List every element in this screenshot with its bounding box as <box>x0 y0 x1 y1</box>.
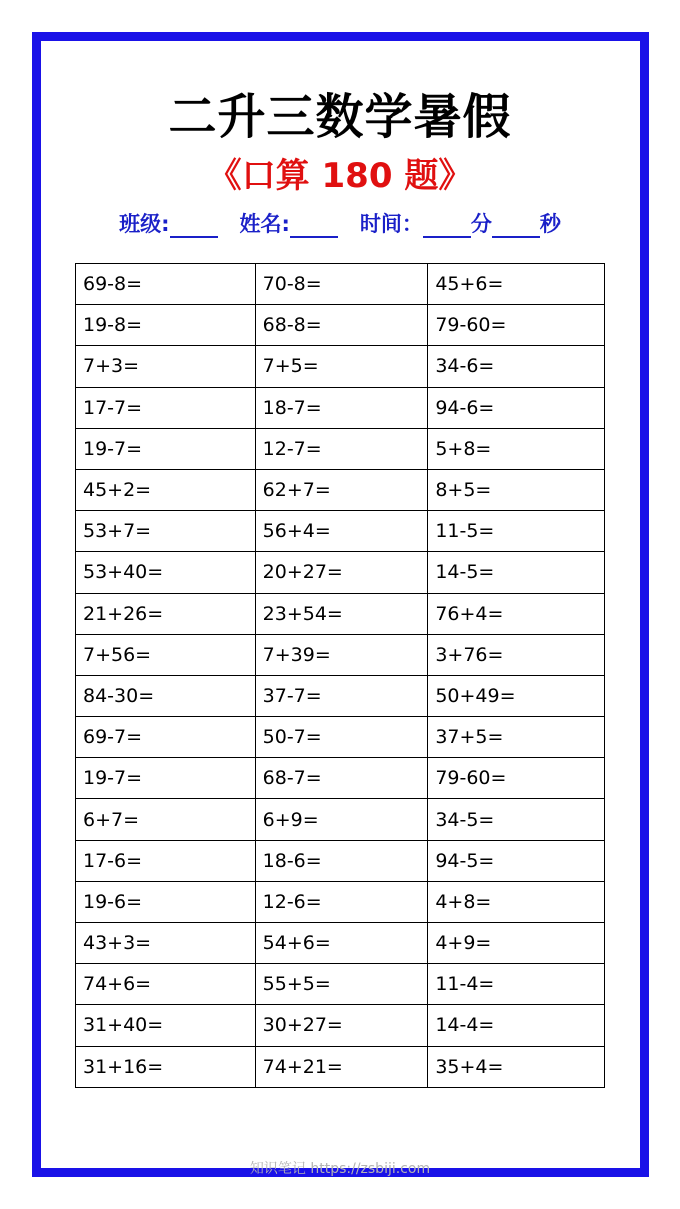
table-row <box>76 346 605 387</box>
class-blank[interactable] <box>170 214 218 238</box>
problem-cell: 45+2= <box>76 469 256 510</box>
problem-cell: 69-8= <box>76 264 256 305</box>
table-row <box>76 964 605 1005</box>
table-row <box>76 552 605 593</box>
problem-cell: 50-7= <box>255 717 428 758</box>
watermark: 知识笔记 https://zsbiji.com <box>249 1161 431 1177</box>
problem-cell: 79-60= <box>428 758 605 799</box>
problem-cell: 6+7= <box>76 799 256 840</box>
problem-cell: 12-6= <box>255 881 428 922</box>
problem-cell: 74+21= <box>255 1046 428 1087</box>
page-subtitle: 《口算 180 题》 <box>207 156 473 196</box>
problem-cell: 53+40= <box>76 552 256 593</box>
problem-table <box>75 263 605 1088</box>
class-label: 班级: <box>119 212 170 236</box>
table-row <box>76 264 605 305</box>
problem-cell: 53+7= <box>76 511 256 552</box>
problem-cell: 19-7= <box>76 758 256 799</box>
problem-cell: 4+9= <box>428 923 605 964</box>
problem-cell: 4+8= <box>428 881 605 922</box>
problem-cell: 17-7= <box>76 387 256 428</box>
problem-cell: 19-8= <box>76 305 256 346</box>
problem-cell: 21+26= <box>76 593 256 634</box>
problem-cell: 69-7= <box>76 717 256 758</box>
table-row <box>76 675 605 716</box>
problem-cell: 18-7= <box>255 387 428 428</box>
time-label: 时间： <box>359 212 423 236</box>
seconds-blank[interactable] <box>492 214 540 238</box>
problem-cell: 31+16= <box>76 1046 256 1087</box>
minutes-label: 分 <box>470 212 492 236</box>
problem-cell: 55+5= <box>255 964 428 1005</box>
table-row <box>76 634 605 675</box>
problem-cell: 20+27= <box>255 552 428 593</box>
problem-cell: 7+39= <box>255 634 428 675</box>
minutes-blank[interactable] <box>423 214 471 238</box>
problem-cell: 74+6= <box>76 964 256 1005</box>
problem-cell: 37-7= <box>255 675 428 716</box>
info-line <box>0 208 680 238</box>
table-row <box>76 511 605 552</box>
problem-cell: 14-5= <box>428 552 605 593</box>
table-row <box>76 305 605 346</box>
table-row <box>76 387 605 428</box>
problem-cell: 68-8= <box>255 305 428 346</box>
problem-cell: 34-5= <box>428 799 605 840</box>
problem-table-body <box>76 264 605 1088</box>
table-row <box>76 1046 605 1087</box>
table-row <box>76 717 605 758</box>
problem-cell: 6+9= <box>255 799 428 840</box>
problem-cell: 43+3= <box>76 923 256 964</box>
problem-cell: 14-4= <box>428 1005 605 1046</box>
problem-cell: 31+40= <box>76 1005 256 1046</box>
problem-cell: 30+27= <box>255 1005 428 1046</box>
table-row <box>76 840 605 881</box>
table-row <box>76 1005 605 1046</box>
problem-cell: 7+5= <box>255 346 428 387</box>
problem-cell: 3+76= <box>428 634 605 675</box>
problem-cell: 84-30= <box>76 675 256 716</box>
problem-cell: 19-7= <box>76 428 256 469</box>
problem-cell: 18-6= <box>255 840 428 881</box>
problem-cell: 11-5= <box>428 511 605 552</box>
problem-cell: 34-6= <box>428 346 605 387</box>
problem-cell: 19-6= <box>76 881 256 922</box>
page-title: 二升三数学暑假 <box>168 89 512 145</box>
table-row <box>76 593 605 634</box>
problem-cell: 17-6= <box>76 840 256 881</box>
problem-cell: 5+8= <box>428 428 605 469</box>
table-row <box>76 469 605 510</box>
problem-cell: 11-4= <box>428 964 605 1005</box>
table-row <box>76 923 605 964</box>
problem-cell: 12-7= <box>255 428 428 469</box>
problem-cell: 7+3= <box>76 346 256 387</box>
problem-cell: 45+6= <box>428 264 605 305</box>
table-row <box>76 881 605 922</box>
problem-cell: 94-6= <box>428 387 605 428</box>
problem-cell: 62+7= <box>255 469 428 510</box>
problem-cell: 50+49= <box>428 675 605 716</box>
problem-cell: 37+5= <box>428 717 605 758</box>
problem-cell: 79-60= <box>428 305 605 346</box>
problem-cell: 94-5= <box>428 840 605 881</box>
problem-cell: 54+6= <box>255 923 428 964</box>
table-row <box>76 428 605 469</box>
table-row <box>76 799 605 840</box>
problem-cell: 7+56= <box>76 634 256 675</box>
problem-cell: 68-7= <box>255 758 428 799</box>
seconds-label: 秒 <box>539 212 561 236</box>
problem-cell: 56+4= <box>255 511 428 552</box>
problem-cell: 70-8= <box>255 264 428 305</box>
problem-cell: 23+54= <box>255 593 428 634</box>
problem-cell: 35+4= <box>428 1046 605 1087</box>
table-row <box>76 758 605 799</box>
problem-cell: 8+5= <box>428 469 605 510</box>
name-blank[interactable] <box>290 214 338 238</box>
problem-cell: 76+4= <box>428 593 605 634</box>
name-label: 姓名: <box>239 212 290 236</box>
